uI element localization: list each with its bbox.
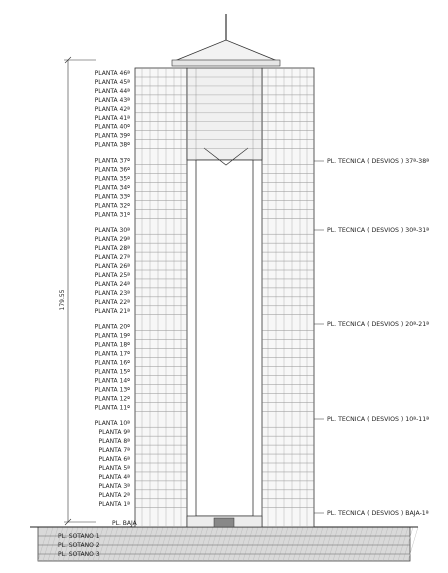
floor-label: PLANTA 22ª [94,298,130,306]
floor-label: PLANTA 6ª [98,456,130,463]
floor-label: PLANTA 37ª [94,157,130,165]
floor-label: PLANTA 40ª [94,123,130,131]
floor-label: PLANTA 1ª [98,500,130,508]
crown-roof [172,40,280,62]
right-tower [262,68,314,527]
floor-label: PLANTA 12ª [94,395,130,403]
floor-label: PLANTA 33ª [94,193,130,201]
height-dimension [59,57,96,525]
floor-label: PLANTA 7ª [98,447,130,455]
floor-labels [95,70,131,508]
floor-label: PLANTA 26ª [94,263,130,270]
floor-label: PLANTA 14ª [94,377,130,385]
floor-label: PLANTA 27ª [94,254,130,262]
floor-label: PLANTA 43ª [94,96,130,104]
technical-floor-labels [314,158,429,517]
floor-label: PLANTA 38ª [94,141,130,149]
floor-label: PLANTA 32ª [94,202,130,210]
technical-floor-label: PL. TECNICA ( DESVIOS ) 10ª-11ª [327,416,430,423]
floor-label: PLANTA 24ª [94,280,130,288]
floor-label: PLANTA 42ª [94,105,130,113]
floor-label: PLANTA 13ª [94,386,130,394]
floor-label: PLANTA 39ª [94,132,130,140]
basement-3-label: PL. SOTANO 3 [58,551,100,558]
ground-floor-label: PL. BAJA [112,520,137,527]
floor-label: PLANTA 44ª [94,87,130,95]
floor-label: PLANTA 46ª [94,70,130,77]
floor-label: PLANTA 3ª [98,482,130,490]
floor-label: PLANTA 20ª [94,323,130,331]
technical-floor-label: PL. TECNICA ( DESVIOS ) 20ª-21ª [327,321,430,328]
technical-floor-label: PL. TECNICA ( DESVIOS ) 30ª-31ª [327,227,430,234]
floor-label: PLANTA 21ª [94,307,130,315]
basement-1-label: PL. SOTANO 1 [58,533,100,540]
height-dimension-text: 179.55 [59,289,66,311]
floor-label: PLANTA 17ª [94,350,130,358]
floor-label: PLANTA 18ª [94,341,130,349]
floor-label: PLANTA 8ª [98,438,130,446]
floor-label: PLANTA 34ª [94,184,130,192]
basement-2-label: PL. SOTANO 2 [58,542,100,549]
floor-label: PLANTA 15ª [94,368,130,376]
floor-label: PLANTA 4ª [98,473,130,481]
floor-label: PLANTA 2ª [98,491,130,499]
floor-label: PLANTA 19ª [94,332,130,340]
floor-label: PLANTA 11ª [94,404,130,412]
technical-floor-label: PL. TECNICA ( DESVIOS ) 37ª-38ª [327,158,430,165]
floor-label: PLANTA 29ª [94,236,130,244]
floor-label: PLANTA 5ª [98,464,130,472]
floor-label: PLANTA 41ª [94,114,130,122]
technical-floor-label: PL. TECNICA ( DESVIOS ) BAJA-1ª [327,510,429,517]
floor-label: PLANTA 31ª [94,211,130,219]
tower [135,14,314,527]
floor-label: PLANTA 9ª [98,429,130,437]
floor-label: PLANTA 23ª [94,289,130,297]
floor-label: PLANTA 28ª [94,245,130,253]
upper-bridge [187,68,262,160]
floor-label: PLANTA 45ª [94,78,130,86]
floor-label: PLANTA 16ª [94,359,130,367]
floor-label: PLANTA 35ª [94,175,130,183]
left-tower [135,68,187,527]
floor-label: PLANTA 36ª [94,166,130,174]
floor-label: PLANTA 30ª [94,227,130,235]
floor-label: PLANTA 10ª [94,420,130,428]
floor-label: PLANTA 25ª [94,271,130,279]
central-void [196,160,253,516]
